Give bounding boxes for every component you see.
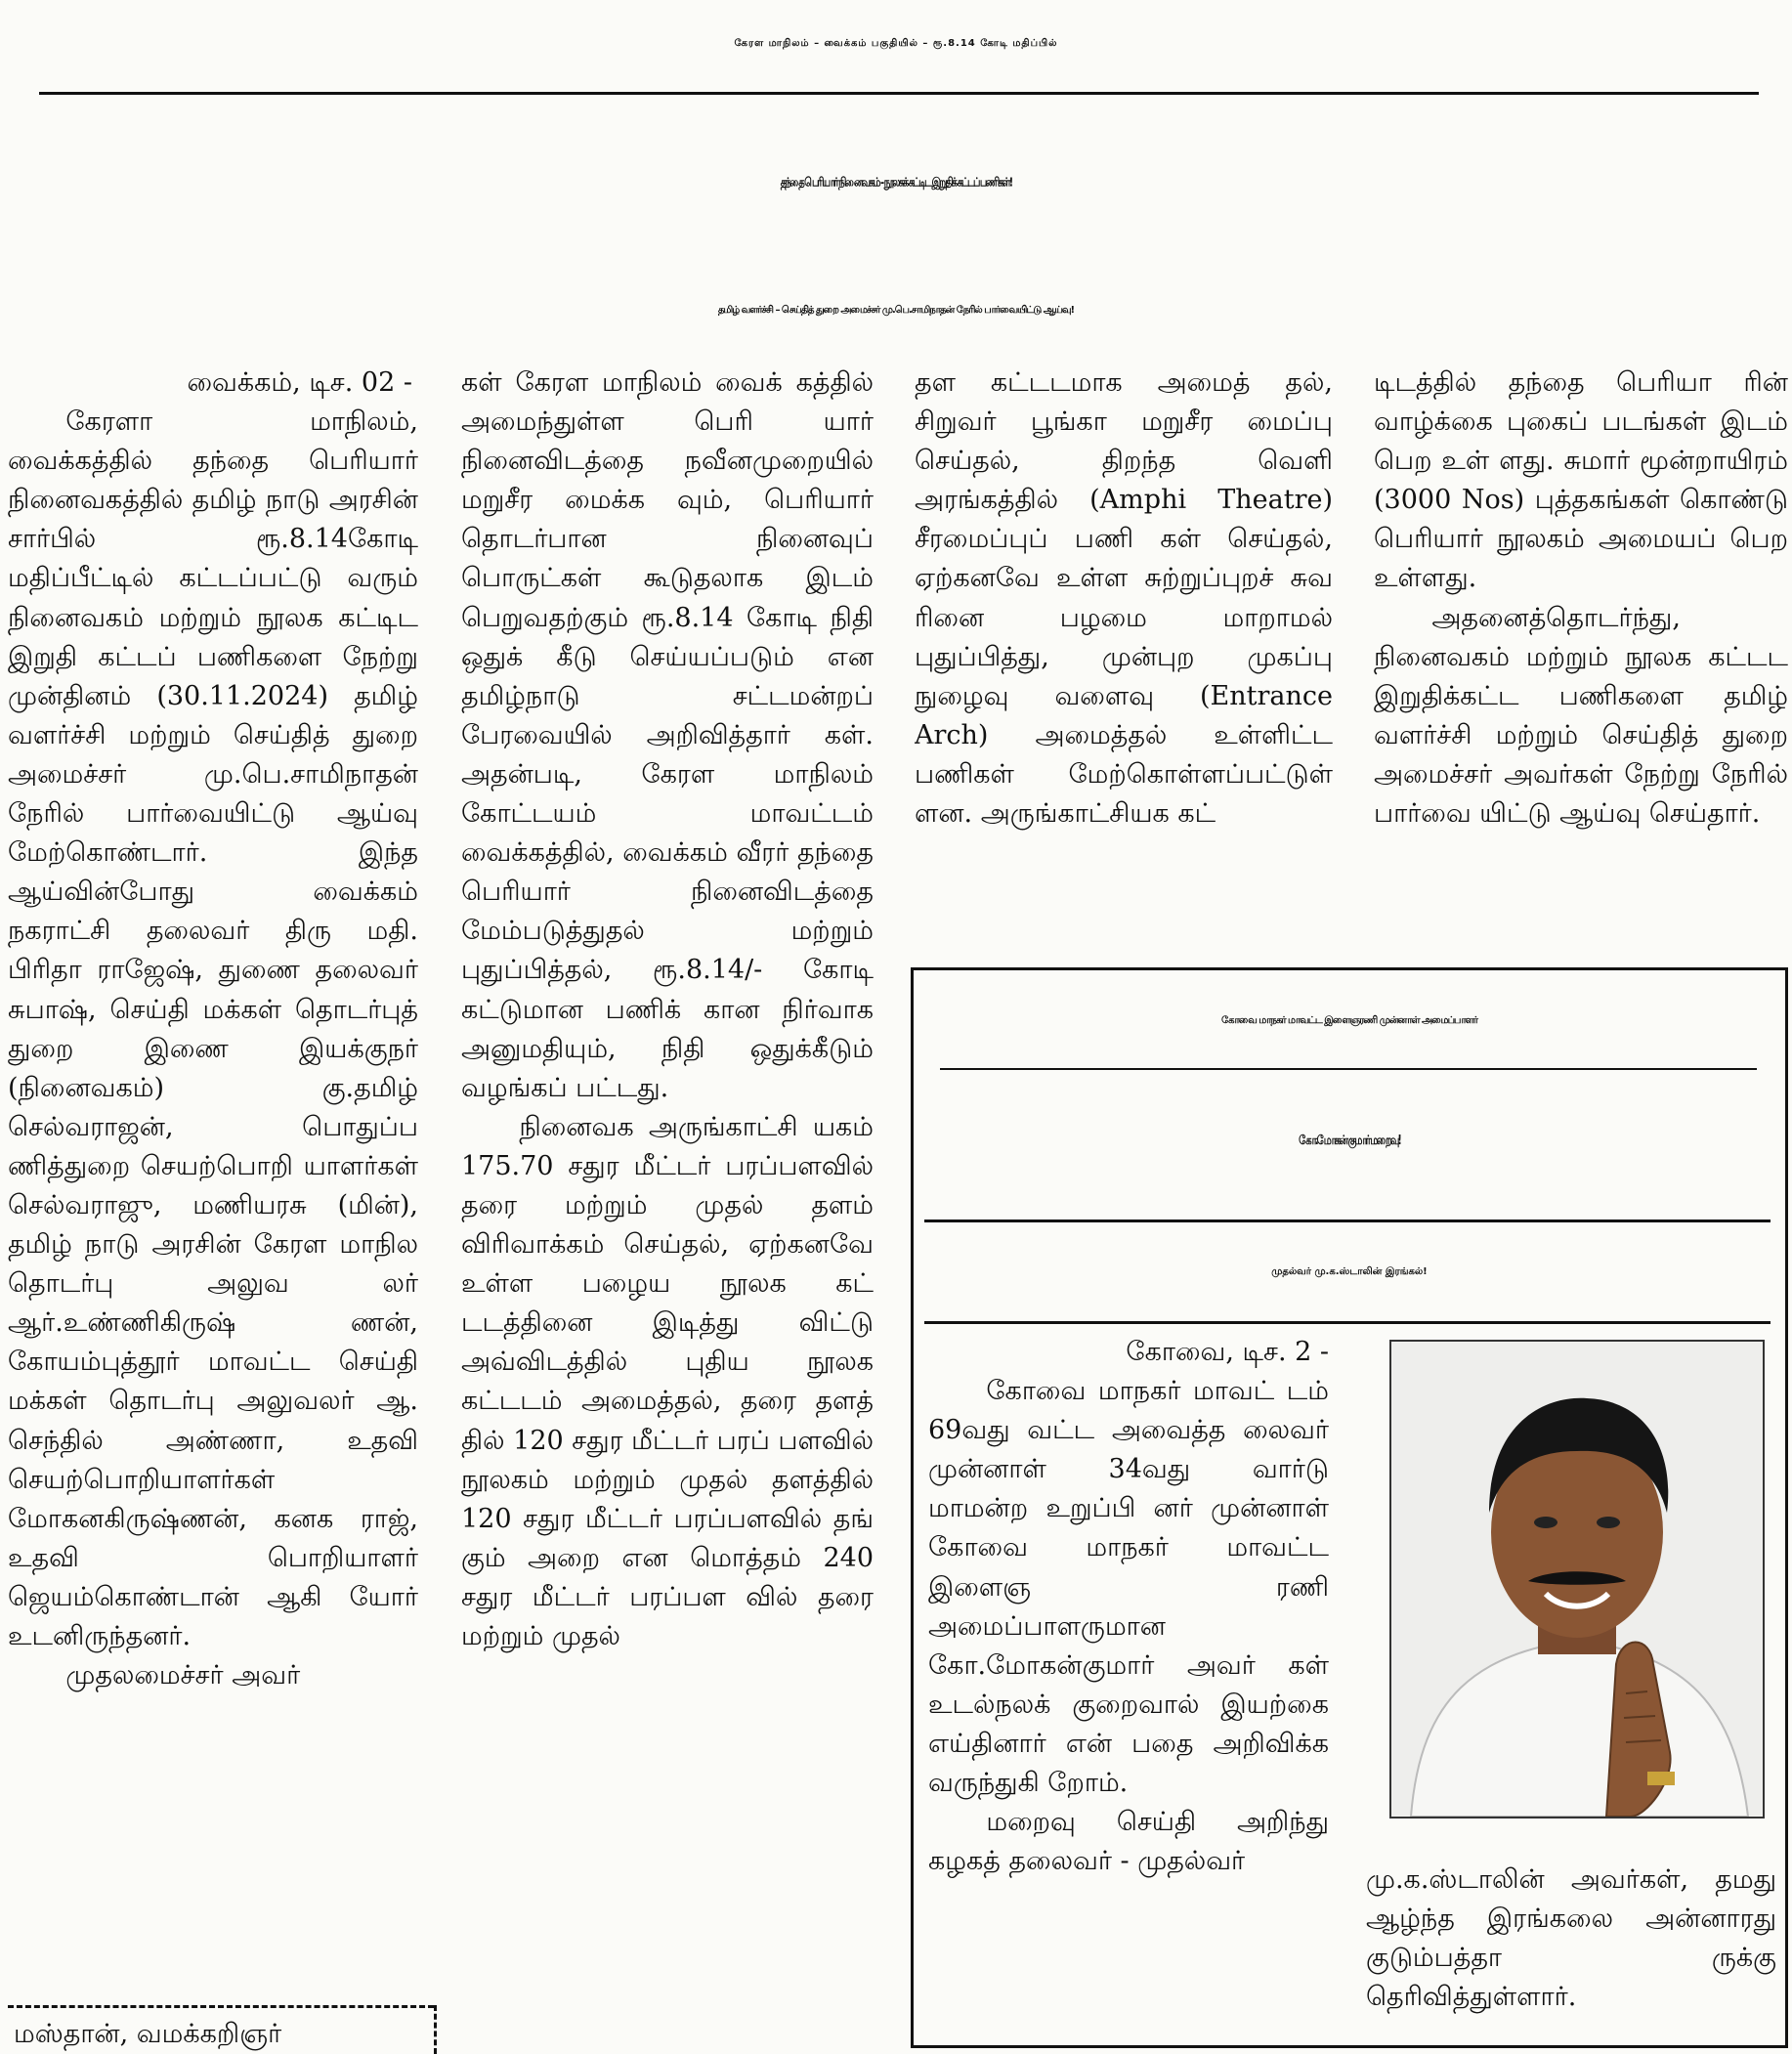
kicker-headline: கேரள மாநிலம் – வைக்கம் பகுதியில் – ரூ.8.14 கோடி மதிப்பில் [734,38,1058,49]
column-divider [8,2005,434,2008]
article-column-4 [1374,364,1788,950]
obituary-divider [924,1220,1771,1222]
portrait-illustration [1391,1342,1763,1817]
obituary-kicker: கோவை மாநகர் மாவட்ட இளைஞரணி முன்னாள் அமைப்பாளர் [1221,1015,1477,1026]
main-headline: தந்தை பெரியார் நினைவகம் - நூலகக் கட்டிட இறுதிக் கட்டப் பணிகள்! [780,176,1012,191]
article-paragraph: தள கட்டடமாக அமைத் தல், சிறுவர் பூங்கா மறுசீர மைப்பு செய்தல், திறந்த வெளி அரங்கத்தில் (Amphi Theatre) சீரமைப்புப் பணி கள் செய்தல், ஏற்கனவே உள்ள சுற்றுப்புறச் சுவ ரினை பழமை மாறாமல் புதுப்பித்து, முன்புற முகப்பு நுழைவு வளைவு (Entrance Arch) அமைத்தல் உள்ளிட்ட பணிகள் மேற்கொள்ளப்பட்டுள் ளன. அருங்காட்சியக கட் [915,367,1333,830]
obituary-paragraph: மறைவு செய்தி அறிந்து கழகத் தலைவர் - முதல்வர் [928,1807,1329,1877]
article-column-1 [8,364,418,1974]
obituary-divider [924,1321,1771,1324]
article-column-3 [915,364,1333,950]
article-dateline: வைக்கம், டிச. 02 - [187,367,412,398]
article-paragraph: நினைவக அருங்காட்சி யகம் 175.70 சதுர மீட்டர் பரப்பளவில் தரை மற்றும் முதல் தளம் விரிவாக்கம் செய்தல், ஏற்கனவே உள்ள பழைய நூலக கட் டடத்தினை இடித்து விட்டு அவ்விடத்தில் புதிய நூலக கட்டடம் அமைத்தல், தரை தளத் தில் 120 சதுர மீட்டர் பரப் பளவில் நூலகம் மற்றும் முதல் தளத்தில் 120 சதுர மீட்டர் பரப்பளவில் தங் கும் அறை என மொத்தம் 240 சதுர மீட்டர் பரப்பள வில் தரை மற்றும் முதல் [461,1111,874,1651]
obituary-subtitle: முதல்வர் மு.க.ஸ்டாலின் இரங்கல்! [1271,1266,1428,1277]
obituary-text [928,1333,1329,2038]
photo-caption: மு.க.ஸ்டாலின் அவர்கள், தமது ஆழ்ந்த இரங்கலை அன்னாரது குடும்பத்தா ருக்கு தெரிவித்துள்ளார். [1366,1864,1776,2013]
article-paragraph: கள் கேரள மாநிலம் வைக் கத்தில் அமைந்துள்ள பெரி யார் நினைவிடத்தை நவீனமுறையில் மறுசீர மைக்க வும், பெரியார் தொடர்பான நினைவுப் பொருட்கள் கூடுதலாக இடம் பெறுவதற்கும் ரூ.8.14 கோடி நிதி ஒதுக் கீடு செய்யப்படும் என தமிழ்நாடு சட்டமன்றப் பேரவையில் அறிவித்தார் கள். அதன்படி, கேரள மாநிலம் கோட்டயம் மாவட்டம் வைக்கத்தில், வைக்கம் வீரர் தந்தை பெரியார் நினைவிடத்தை மேம்படுத்துதல் மற்றும் புதுப்பித்தல், ரூ.8.14/- கோடி கட்டுமான பணிக் கான நிர்வாக அனுமதியும், நிதி ஒதுக்கீடும் வழங்கப் பட்டது. [461,367,874,1103]
sub-headline: தமிழ் வளர்ச்சி – செய்தித் துறை அமைச்சர் மு.பெ.சாமிநாதன் நேரில் பார்வையிட்டு ஆய்வு! [717,305,1075,316]
article-paragraph: டிடத்தில் தந்தை பெரியா ரின் வாழ்க்கை புகைப் படங்கள் இடம் பெற உள் ளது. சுமார் மூன்றாயிரம் (3000 Nos) புத்தகங்கள் கொண்டு பெரியார் நூலகம் அமையப் பெற உள்ளது. [1374,367,1788,594]
article-paragraph: முதலமைச்சர் அவர் [65,1660,301,1691]
article-paragraph: கேரளா மாநிலம், வைக்கத்தில் தந்தை பெரியார் நினைவகத்தில் தமிழ் நாடு அரசின் சார்பில் ரூ.8.14கோடி மதிப்பீட்டில் கட்டப்பட்டு வரும் நினைவகம் மற்றும் நூலக கட்டிட இறுதி கட்டப் பணிகளை நேற்று முன்தினம் (30.11.2024) தமிழ் வளர்ச்சி மற்றும் செய்தித் துறை அமைச்சர் மு.பெ.சாமிநாதன் நேரில் பார்வையிட்டு ஆய்வு மேற்கொண்டார். இந்த ஆய்வின்போது வைக்கம் நகராட்சி தலைவர் திரு மதி. பிரிதா ராஜேஷ், துணை தலைவர் சுபாஷ், செய்தி மக்கள் தொடர்புத் துறை இணை இயக்குநர் (நினைவகம்) கு.தமிழ் செல்வராஜன், பொதுப்ப ணித்துறை செயற்பொறி யாளர்கள் செல்வராஜு, மணியரசு (மின்), தமிழ் நாடு அரசின் கேரள மாநில தொடர்பு அலுவ லர் ஆர்.உண்ணிகிருஷ் ணன், கோயம்புத்தூர் மாவட்ட செய்தி மக்கள் தொடர்பு அலுவலர் ஆ. செந்தில் அண்ணா, உதவி செயற்பொறியாளர்கள் மோகனகிருஷ்ணன், கனக ராஜ், உதவி பொறியாளர் ஜெயம்கொண்டான் ஆகி யோர் உடனிருந்தனர். [8,407,418,1651]
header-divider [39,92,1759,95]
article-paragraph: அதனைத்தொடர்ந்து, நினைவகம் மற்றும் நூலக கட்டட இறுதிக்கட்ட பணிகளை தமிழ் வளர்ச்சி மற்றும் செய்தித் துறை அமைச்சர் அவர்கள் நேற்று நேரில் பார்வை யிட்டு ஆய்வு செய்தார். [1374,602,1788,830]
column-divider [434,2005,437,2054]
continued-text: மஸ்தான், வமக்கறிஞர் [14,2019,282,2049]
obituary-dateline: கோவை, டிச. 2 - [1126,1337,1329,1367]
article-column-2 [461,364,874,2015]
obituary-title: கோ.மோகன் குமார் மறைவு! [1299,1134,1400,1148]
obituary-paragraph: கோவை மாநகர் மாவட் டம் 69வது வட்ட அவைத்த லைவர் முன்னாள் 34வது வார்டு மாமன்ற உறுப்பி னர் முன்னாள் கோவை மாநகர் மாவட்ட இளைஞ ரணி அமைப்பாளருமான கோ.மோகன்குமார் அவர் கள் உடல்நலக் குறைவால் இயற்கை எய்தினார் என் பதை அறிவிக்க வருந்துகி றோம். [928,1376,1329,1799]
portrait-photo [1389,1340,1765,1819]
